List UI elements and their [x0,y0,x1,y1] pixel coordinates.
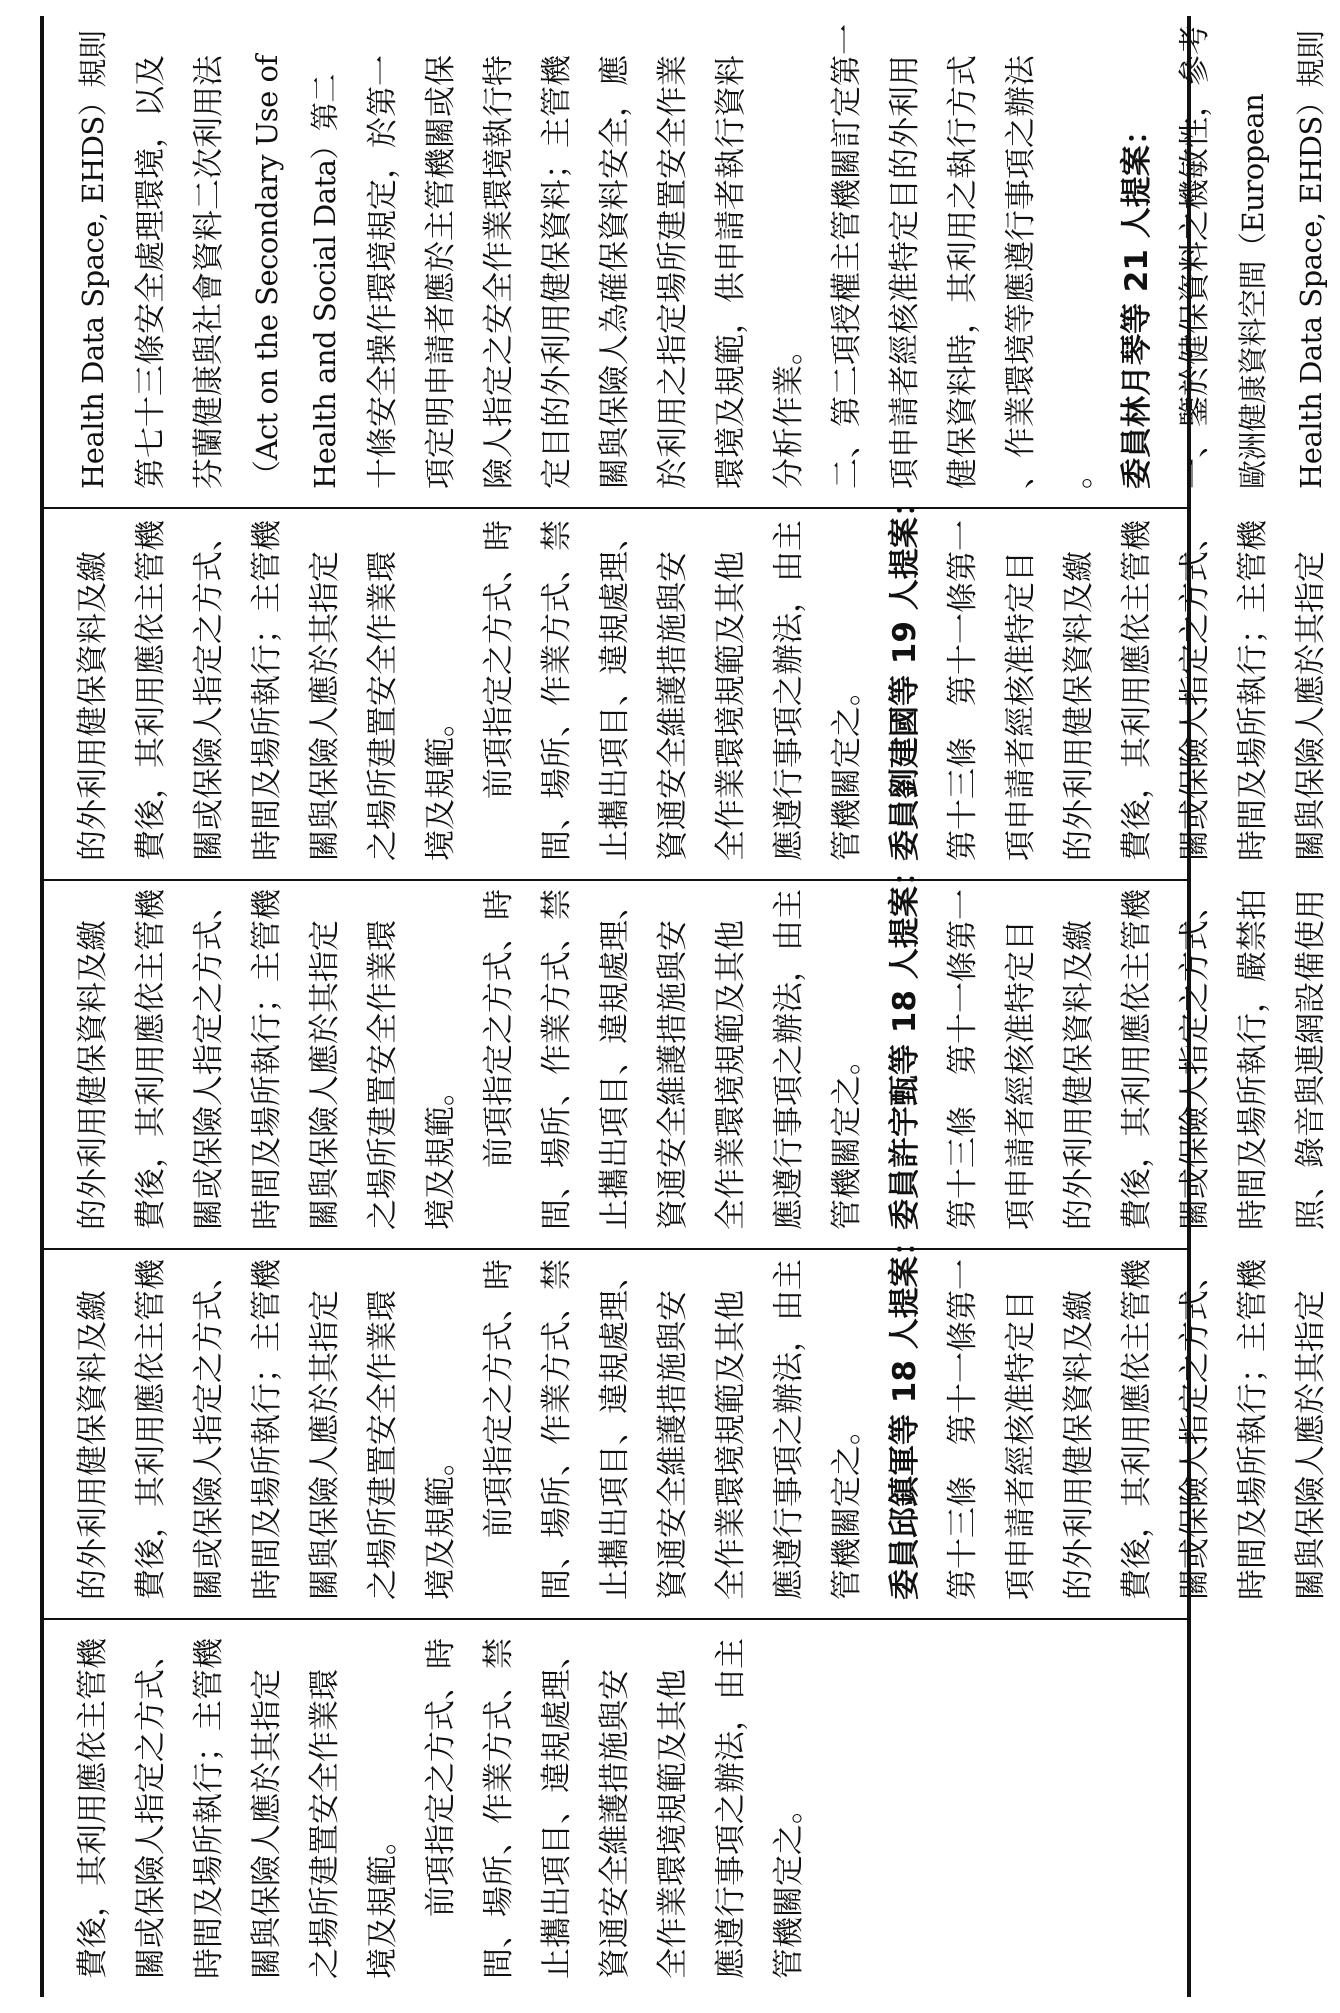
text-line: 止攜出項目、違規處理、 [597,889,633,1230]
text-line: 止攜出項目、違規處理、 [597,520,633,861]
text-line: Health Data Space, EHDS）規則 [1294,30,1328,489]
text-line: 前項指定之方式、時 [481,520,517,799]
text-line: 環境及規範，供申請者執行資料 [713,55,749,489]
text-line: 全作業環境規範及其他 [713,920,749,1230]
text-line: 一、鑒於健保資料之機敏性，參考 [1177,24,1213,489]
text-line: 關或保險人指定之方式、 [191,520,227,861]
text-line: 關或保險人指定之方式、 [1177,520,1213,861]
text-line: 項定明申請者應於主管機關或保 [423,55,459,489]
text-line: 時間及場所執行；主管機 [191,1638,227,1979]
text-line: Health and Social Data）第二 [308,74,342,489]
text-line: 境及規範。 [365,1824,401,1979]
text-line: 管機關定之。 [829,1414,865,1600]
table-column-4 [44,486,1329,881]
text-line: 止攜出項目、違規處理、 [539,1638,575,1979]
text-line: 費後，其利用應依主管機 [133,1259,169,1600]
text-line: 分析作業。 [771,334,807,489]
bottom-rule [1187,16,1191,1997]
text-line: 時間及場所執行；主管機 [1235,1259,1271,1600]
text-line: 時間及場所執行；主管機 [249,1259,285,1600]
text-line: 之場所建置安全作業環 [365,551,401,861]
text-line: 費後，其利用應依主管機 [133,889,169,1230]
text-line: 費後，其利用應依主管機 [1119,520,1155,861]
text-line: 管機關定之。 [771,1793,807,1979]
text-line: 險人指定之安全作業環境執行特 [481,55,517,489]
text-line: 前項指定之方式、時 [481,889,517,1168]
text-line: 的外利用健保資料及繳 [75,551,111,861]
text-line: 間、場所、作業方式、禁 [539,1259,575,1600]
text-line: 間、場所、作業方式、禁 [539,520,575,861]
text-line: 的外利用健保資料及繳 [75,1290,111,1600]
text-line: 應遵行事項之辦法，由主 [713,1638,749,1979]
text-line: 費後，其利用應依主管機 [1119,1259,1155,1600]
proposer-heading: 委員劉建國等 19 人提案： [887,486,923,861]
text-line: 境及規範。 [423,1075,459,1230]
text-line: 的外利用健保資料及繳 [1061,920,1097,1230]
text-line: 關與保險人應於其指定 [307,1290,343,1600]
text-line: 定目的外利用健保資料；主管機 [539,55,575,489]
proposer-heading: 委員林月琴等 21 人提案： [1119,114,1155,489]
text-line: 於利用之指定場所建置安全作業 [655,55,691,489]
text-line: 二、第二項授權主管機關訂定第一 [829,24,865,489]
text-line: 應遵行事項之辦法，由主 [771,520,807,861]
text-line: 前項指定之方式、時 [423,1638,459,1917]
text-line: 歐洲健康資料空間（European [1236,93,1270,489]
text-line: 十條安全操作環境規定，於第一 [365,55,401,489]
text-line: 前項指定之方式、時 [481,1259,517,1538]
text-line: 關與保險人應於其指定 [307,551,343,861]
text-line: Health Data Space, EHDS）規則 [76,30,110,489]
text-line: 時間及場所執行；主管機 [249,520,285,861]
text-line: 的外利用健保資料及繳 [75,920,111,1230]
text-line: 費後，其利用應依主管機 [1119,889,1155,1230]
text-line: 間、場所、作業方式、禁 [481,1638,517,1979]
text-line: 項申請者經核准特定目 [1003,1290,1039,1600]
text-line: 關或保險人指定之方式、 [191,889,227,1230]
text-line: 資通安全維護措施與安 [597,1669,633,1979]
proposer-heading: 委員許宇甄等 18 人提案： [887,855,923,1230]
text-line: 項申請者經核准特定目的外利用 [887,55,923,489]
proposer-heading: 委員邱鎮軍等 18 人提案： [887,1225,923,1600]
text-line: 關與保險人為確保資料安全，應 [597,55,633,489]
text-line: 第十三條 第十一條第一 [945,520,981,861]
text-line: 資通安全維護措施與安 [655,920,691,1230]
text-line: 的外利用健保資料及繳 [1061,1290,1097,1600]
text-line: 關與保險人應於其指定 [249,1669,285,1979]
text-line: 關或保險人指定之方式、 [133,1638,169,1979]
text-line: 之場所建置安全作業環 [365,1290,401,1600]
text-line: 費後，其利用應依主管機 [75,1638,111,1979]
text-line: 第七十三條安全處理環境，以及 [133,55,169,489]
text-line: 費後，其利用應依主管機 [133,520,169,861]
text-line: 境及規範。 [423,706,459,861]
text-line: 資通安全維護措施與安 [655,1290,691,1600]
text-line: 關或保險人指定之方式、 [1177,889,1213,1230]
text-line: 時間及場所執行；主管機 [1235,520,1271,861]
text-line: 時間及場所執行，嚴禁拍 [1235,889,1271,1230]
text-line: 全作業環境規範及其他 [713,1290,749,1600]
text-line: 全作業環境規範及其他 [713,551,749,861]
table-column-1 [44,1620,1187,1997]
text-line: 間、場所、作業方式、禁 [539,889,575,1230]
text-line: 第十三條 第十一條第一 [945,889,981,1230]
text-line: 。 [1061,458,1097,489]
text-line: 應遵行事項之辦法，由主 [771,889,807,1230]
table-column-notes [44,16,1328,509]
text-line: 、作業環境等應遵行事項之辦法 [1003,55,1039,489]
text-line: 之場所建置安全作業環 [307,1669,343,1979]
text-line: （Act on the Secondary Use of [250,55,284,489]
text-line: 關與保險人應於其指定 [1293,1290,1329,1600]
text-line: 關或保險人指定之方式、 [1177,1259,1213,1600]
text-line: 關與保險人應於其指定 [307,920,343,1230]
text-line: 項申請者經核准特定目 [1003,551,1039,861]
text-line: 管機關定之。 [829,1044,865,1230]
text-line: 健保資料時，其利用之執行方式 [945,55,981,489]
comparison-table [44,16,1329,1997]
text-line: 資通安全維護措施與安 [655,551,691,861]
text-line: 應遵行事項之辦法，由主 [771,1259,807,1600]
text-line: 項申請者經核准特定目 [1003,920,1039,1230]
text-line: 第十三條 第十一條第一 [945,1259,981,1600]
text-line: 照、錄音與連網設備使用 [1293,889,1329,1230]
text-line: 時間及場所執行；主管機 [249,889,285,1230]
table-column-2 [44,1225,1329,1620]
text-line: 的外利用健保資料及繳 [1061,551,1097,861]
text-line: 關與保險人應於其指定 [1293,551,1329,861]
text-line: 止攜出項目、違規處理、 [597,1259,633,1600]
text-line: 全作業環境規範及其他 [655,1669,691,1979]
table-column-3 [44,855,1329,1250]
text-line: 芬蘭健康與社會資料二次利用法 [191,55,227,489]
text-line: 境及規範。 [423,1445,459,1600]
text-line: 關或保險人指定之方式、 [191,1259,227,1600]
text-line: 之場所建置安全作業環 [365,920,401,1230]
text-line: 管機關定之。 [829,675,865,861]
